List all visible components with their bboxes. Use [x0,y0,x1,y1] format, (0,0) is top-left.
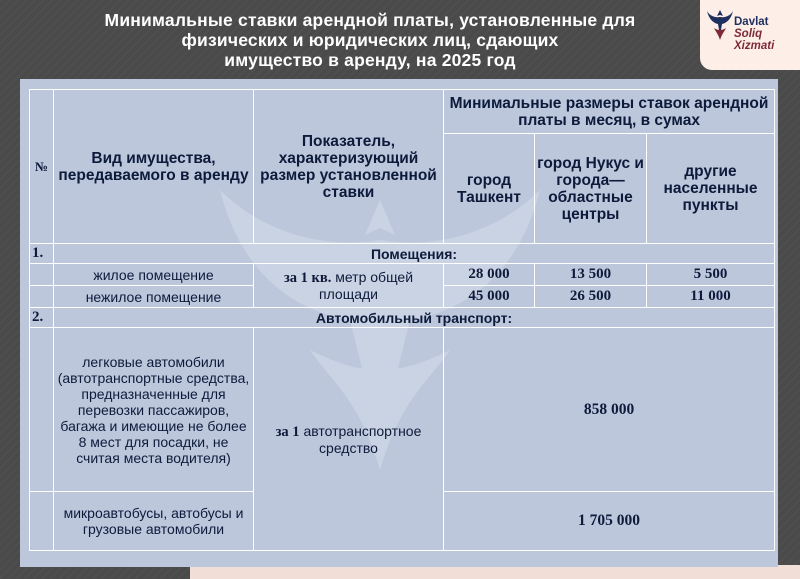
value-nukus: 26 500 [535,286,647,308]
value-tashkent: 45 000 [444,286,535,308]
row-name: микроавтобусы, автобусы и грузовые автомобили [54,492,254,551]
section-number: 2. [30,308,54,328]
row-name: нежилое помещение [54,286,254,308]
logo-line-3: Xizmati [734,40,775,52]
header-nukus: город Нукус и города—областные центры [535,134,647,244]
unit-prefix: за 1 кв. [283,270,332,286]
logo-text [734,16,774,52]
header-property-type: Вид имущества, передаваемого в аренду [54,90,254,244]
value-nukus: 13 500 [535,264,647,286]
value-all: 1 705 000 [444,492,775,551]
header-rates-group: Минимальные размеры ставок арендной платы в месяц, в сумах [444,90,775,134]
value-other: 11 000 [647,286,775,308]
unit-cell [254,264,444,308]
header-number: № [30,90,54,244]
logo-line-2: Soliq [734,28,763,40]
value-all: 858 000 [444,328,775,492]
unit-suffix: автотранспортное средство [299,422,422,456]
header-indicator: Показатель, характеризующий размер установленной ставки [254,90,444,244]
eagle-logo-icon [706,6,734,46]
unit-suffix: метр общей площади [319,269,414,302]
logo-line-1: Davlat [734,16,769,28]
decorative-stripe [190,565,800,579]
unit-prefix: за 1 [275,423,300,440]
logo [700,0,800,70]
header-tashkent: город Ташкент [444,134,535,244]
section-title: Автомобильный транспорт: [54,308,775,328]
section-title: Помещения: [54,244,775,264]
header-other: другие населенные пункты [647,134,775,244]
value-tashkent: 28 000 [444,264,535,286]
row-name: легковые автомобили (автотранспортные средства, предназначенные для перевозки пассажиров, багажа и имеющие не более 8 мест для посадки, не считая места водителя) [54,328,254,492]
row-name: жилое помещение [54,264,254,286]
page-title: Минимальные ставки арендной платы, установленные для физических и юридических лиц, сдающих имущество в аренду, на 2025 год [104,10,636,70]
value-other: 5 500 [647,264,775,286]
rates-table [29,89,775,551]
unit-cell [254,328,444,551]
section-number: 1. [30,244,54,264]
